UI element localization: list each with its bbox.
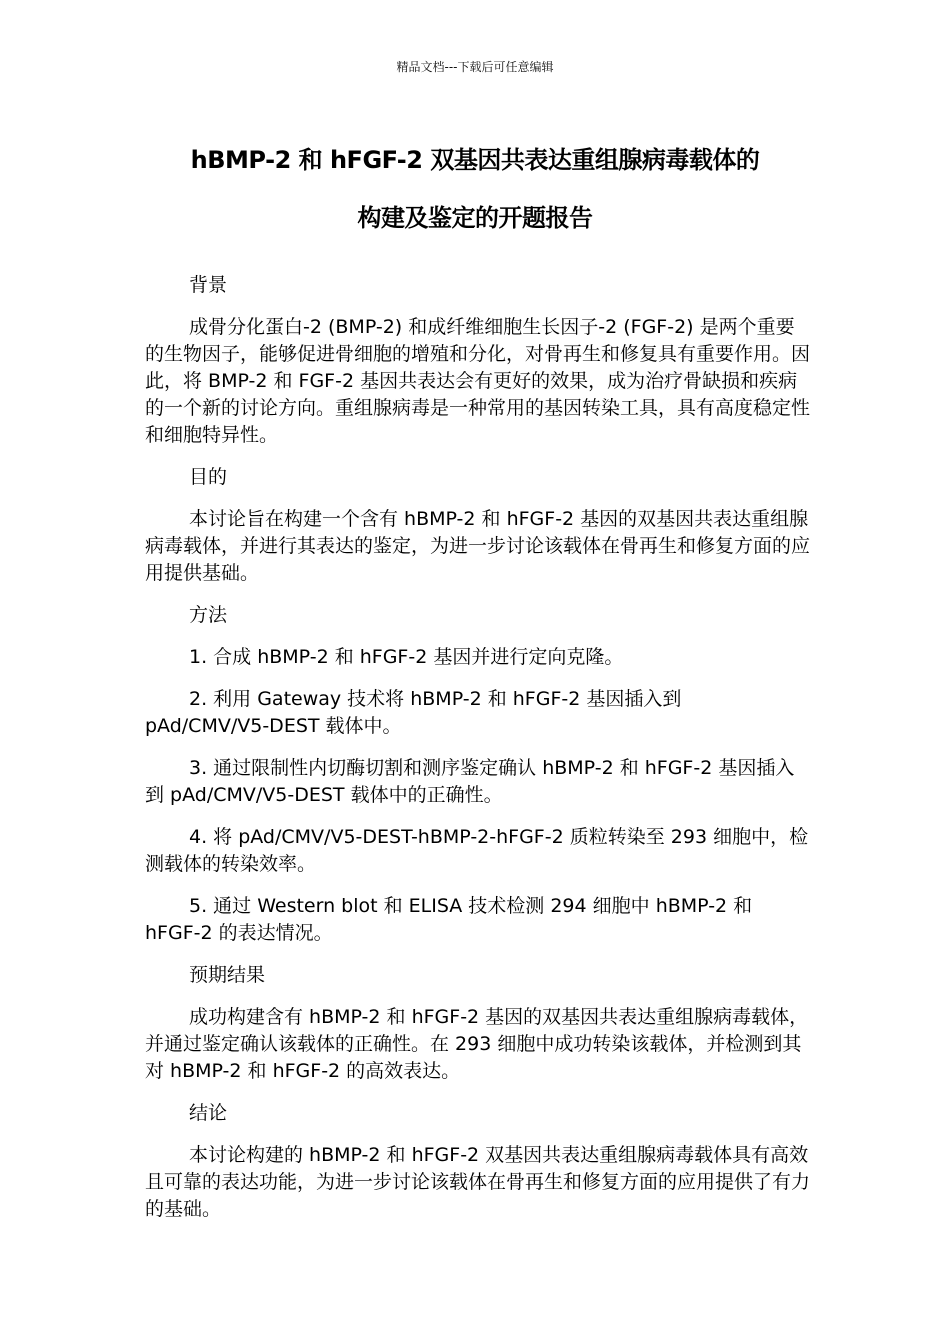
method-step-2: 2. 利用 Gateway 技术将 hBMP-2 和 hFGF-2 基因插入到 pAd/CMV/V5-DEST 载体中。 <box>145 688 682 737</box>
paragraph-background: 成骨分化蛋白-2 (BMP-2) 和成纤维细胞生长因子-2 (FGF-2) 是两个重要的生物因子，能够促进骨细胞的增殖和分化，对骨再生和修复具有重要作用。因此，将 BMP-2 和 FGF-2 基因共表达会有更好的效果，成为治疗骨缺损和疾病的一个新的讨论方向。重组腺病毒是一种常用的基因转染工具，具有高度稳定性和细胞特异性。 <box>145 316 811 446</box>
section-heading-conclusion: 结论 <box>189 1102 228 1124</box>
section-heading-expected-results: 预期结果 <box>189 964 266 986</box>
document-title-line-1: hBMP-2 和 hFGF-2 双基因共表达重组腺病毒载体的 <box>190 146 760 174</box>
method-step-4: 4. 将 pAd/CMV/V5-DEST-hBMP-2-hFGF-2 质粒转染至 293 细胞中，检测载体的转染效率。 <box>145 826 809 875</box>
section-heading-background: 背景 <box>189 274 228 296</box>
method-step-5: 5. 通过 Western blot 和 ELISA 技术检测 294 细胞中 hBMP-2 和 hFGF-2 的表达情况。 <box>145 895 753 944</box>
method-step-1: 1. 合成 hBMP-2 和 hFGF-2 基因并进行定向克隆。 <box>189 646 624 668</box>
document-title-line-2: 构建及鉴定的开题报告 <box>357 204 593 232</box>
method-step-3: 3. 通过限制性内切酶切割和测序鉴定确认 hBMP-2 和 hFGF-2 基因插入到 pAd/CMV/V5-DEST 载体中的正确性。 <box>145 757 795 806</box>
paragraph-expected-results: 成功构建含有 hBMP-2 和 hFGF-2 基因的双基因共表达重组腺病毒载体，并通过鉴定确认该载体的正确性。在 293 细胞中成功转染该载体，并检测到其对 hBMP-2 和 hFGF-2 的高效表达。 <box>145 1006 809 1082</box>
paragraph-purpose: 本讨论旨在构建一个含有 hBMP-2 和 hFGF-2 基因的双基因共表达重组腺病毒载体，并进行其表达的鉴定，为进一步讨论该载体在骨再生和修复方面的应用提供基础。 <box>145 508 811 584</box>
section-heading-purpose: 目的 <box>189 466 228 488</box>
paragraph-conclusion: 本讨论构建的 hBMP-2 和 hFGF-2 双基因共表达重组腺病毒载体具有高效且可靠的表达功能，为进一步讨论该载体在骨再生和修复方面的应用提供了有力的基础。 <box>145 1144 811 1220</box>
section-heading-methods: 方法 <box>189 604 228 626</box>
document-body <box>145 272 810 1238</box>
page-header: 精品文档---下载后可任意编辑 <box>396 60 554 74</box>
